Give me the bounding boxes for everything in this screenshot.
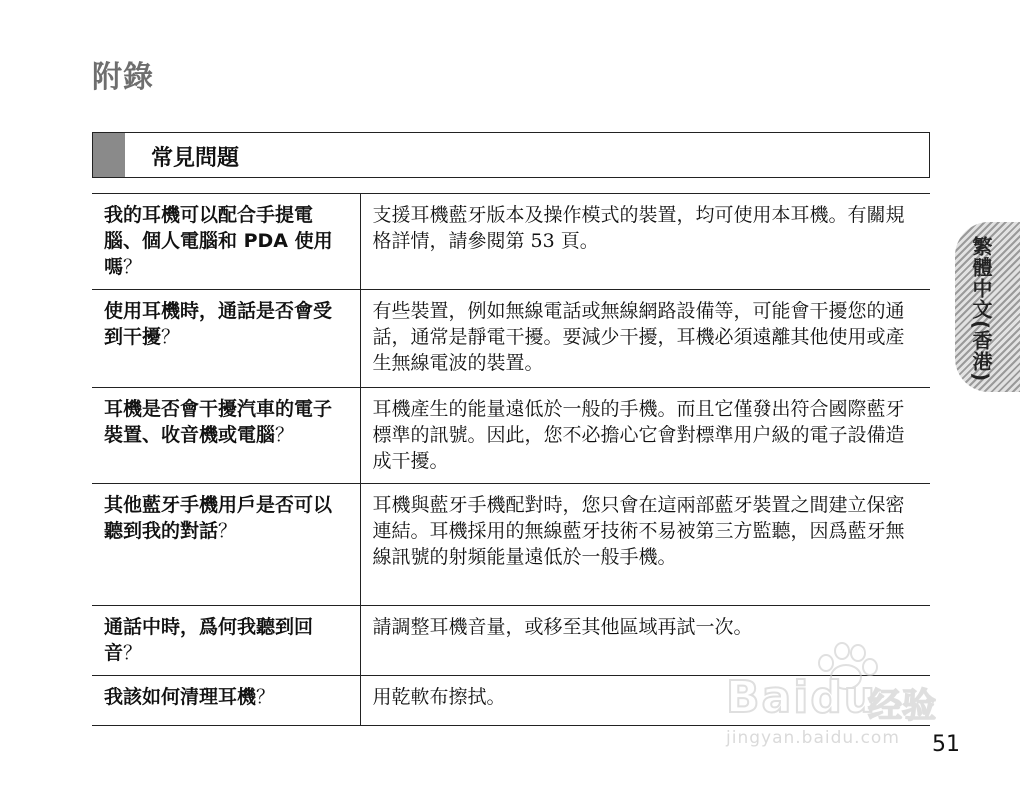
- page-title: 附錄: [92, 60, 154, 95]
- language-tab-label: 繁體中文(香港): [969, 236, 993, 383]
- watermark-brand-cn: 经验: [868, 686, 936, 726]
- faq-row: [92, 388, 930, 484]
- section-marker: [93, 133, 125, 177]
- section-title: 常見問題: [151, 146, 240, 171]
- faq-question: 我的耳機可以配合手提電腦、個人電腦和 PDA 使用嗎？: [92, 194, 360, 290]
- faq-row: [92, 194, 930, 290]
- faq-question: 耳機是否會干擾汽車的電子裝置、收音機或電腦？: [92, 388, 360, 484]
- faq-question: 我該如何清理耳機？: [92, 676, 360, 726]
- faq-answer: 耳機產生的能量遠低於一般的手機。而且它僅發出符合國際藍牙標準的訊號。因此，您不必擔心它會對標準用户級的電子設備造成干擾。: [372, 398, 905, 472]
- faq-answer: 用乾軟布擦拭。: [372, 686, 506, 708]
- faq-row: [92, 484, 930, 606]
- faq-answer: 有些裝置，例如無線電話或無線網路設備等，可能會干擾您的通話，通常是靜電干擾。要減少干擾，耳機必須遠離其他使用或產生無線電波的裝置。: [372, 300, 905, 374]
- section-header: [92, 132, 930, 178]
- faq-question: 使用耳機時，通話是否會受到干擾？: [92, 290, 360, 388]
- faq-question: 通話中時，爲何我聽到回音？: [92, 606, 360, 676]
- faq-row: [92, 290, 930, 388]
- watermark-brand: Baidu: [726, 672, 878, 723]
- faq-question: 其他藍牙手機用戶是否可以聽到我的對話？: [92, 484, 360, 606]
- language-tab: [955, 222, 1020, 392]
- faq-answer: 請調整耳機音量，或移至其他區域再試一次。: [372, 616, 753, 638]
- watermark-url: jingyan.baidu.com: [726, 728, 900, 748]
- faq-answer: 耳機與藍牙手機配對時，您只會在這兩部藍牙裝置之間建立保密連結。耳機採用的無線藍牙技術不易被第三方監聽，因爲藍牙無線訊號的射頻能量遠低於一般手機。: [372, 494, 905, 568]
- faq-answer: 支援耳機藍牙版本及操作模式的裝置，均可使用本耳機。有關規格詳情，請參閱第 53 頁。: [372, 204, 905, 252]
- baidu-watermark: [718, 640, 963, 750]
- page-number: 51: [932, 732, 960, 757]
